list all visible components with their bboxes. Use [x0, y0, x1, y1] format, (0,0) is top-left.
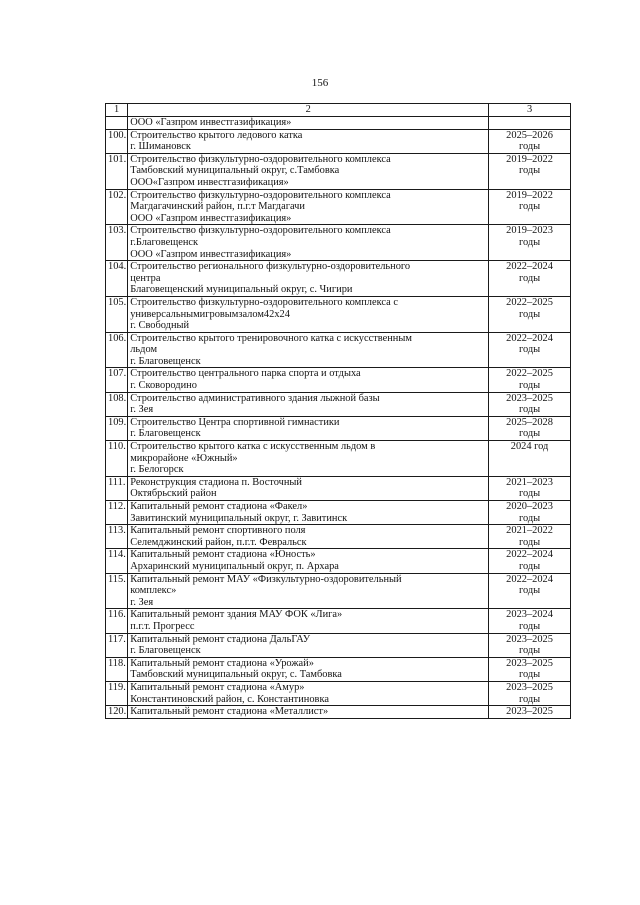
- row-number: 112.: [106, 501, 128, 525]
- period-line: 2023–2025: [506, 633, 553, 645]
- description-line: п.г.т. Прогресс: [130, 620, 195, 632]
- description-line: Строительство крытого ледового катка: [130, 129, 303, 141]
- implementation-period: [489, 153, 571, 189]
- table-body: [106, 117, 571, 719]
- description-line: Капитальный ремонт стадиона «Металлист»: [130, 706, 329, 718]
- period-line: годы: [518, 512, 541, 524]
- period-line: 2024 год: [510, 441, 549, 453]
- description-line: Капитальный ремонт стадиона «Юность»: [130, 549, 316, 561]
- period-line: годы: [518, 404, 541, 416]
- implementation-period: [489, 549, 571, 573]
- project-description: [128, 129, 489, 153]
- implementation-period: [489, 261, 571, 297]
- project-description: [128, 476, 489, 500]
- implementation-period: [489, 129, 571, 153]
- description-line: центра: [130, 272, 161, 284]
- project-description: [128, 501, 489, 525]
- table-row: [106, 476, 571, 500]
- period-line: годы: [518, 201, 541, 213]
- description-line: Архаринский муниципальный округ, п. Архара: [130, 560, 339, 572]
- table-row: [106, 441, 571, 477]
- description-line: г. Белогорск: [130, 464, 184, 476]
- description-line: Строительство центрального парка спорта и отдыха: [130, 368, 361, 380]
- project-description: [128, 296, 489, 332]
- row-number: 116.: [106, 609, 128, 633]
- row-number: 108.: [106, 392, 128, 416]
- description-line: Строительство регионального физкультурно-оздоровительного: [130, 261, 411, 273]
- period-line: годы: [518, 645, 541, 657]
- project-description: [128, 416, 489, 440]
- period-line: 2023–2025: [506, 392, 553, 404]
- period-line: 2023–2025: [506, 681, 553, 693]
- period-line: годы: [518, 236, 541, 248]
- table-row: [106, 332, 571, 368]
- description-line: г. Шимановск: [130, 141, 191, 153]
- description-line: Селемджинский район, п.г.т. Февральск: [130, 536, 307, 548]
- table-row: [106, 117, 571, 130]
- description-line: ООО «Газпром инвестгазификация»: [130, 212, 292, 224]
- table-row: [106, 416, 571, 440]
- period-line: 2022–2024: [506, 261, 553, 273]
- project-description: [128, 573, 489, 609]
- period-line: годы: [518, 428, 541, 440]
- period-line: 2020–2023: [506, 501, 553, 512]
- implementation-period: [489, 681, 571, 705]
- row-number: 110.: [106, 441, 128, 477]
- row-number: 102.: [106, 189, 128, 225]
- description-line: г. Благовещенск: [130, 355, 201, 367]
- project-description: [128, 441, 489, 477]
- row-number: 100.: [106, 129, 128, 153]
- project-description: [128, 189, 489, 225]
- implementation-period: [489, 368, 571, 392]
- description-line: Строительство административного здания лыжной базы: [130, 392, 380, 404]
- description-line: микрорайоне «Южный»: [130, 452, 238, 464]
- description-line: г. Сковородино: [130, 380, 197, 392]
- description-line: Строительство физкультурно-оздоровительного комплекса: [130, 225, 391, 237]
- table-row: [106, 573, 571, 609]
- implementation-period: [489, 296, 571, 332]
- implementation-period: [489, 189, 571, 225]
- row-number: 103.: [106, 225, 128, 261]
- period-line: 2019–2023: [506, 225, 553, 237]
- project-description: [128, 681, 489, 705]
- description-line: Капитальный ремонт спортивного поля: [130, 525, 306, 537]
- period-line: 2022–2025: [506, 296, 553, 308]
- description-line: г. Зея: [130, 596, 154, 608]
- period-line: годы: [518, 693, 541, 705]
- description-line: Капитальный ремонт здания МАУ ФОК «Лига»: [130, 609, 343, 621]
- description-line: Капитальный ремонт стадиона «Амур»: [130, 681, 305, 693]
- table-row: [106, 261, 571, 297]
- row-number: 106.: [106, 332, 128, 368]
- row-number: 101.: [106, 153, 128, 189]
- table-row: [106, 129, 571, 153]
- implementation-period: [489, 633, 571, 657]
- table-row: [106, 657, 571, 681]
- description-line: Капитальный ремонт стадиона «Урожай»: [130, 657, 314, 669]
- period-line: 2023–2025: [506, 657, 553, 669]
- period-line: годы: [518, 585, 541, 597]
- description-line: Строительство крытого катка с искусственным льдом в: [130, 441, 376, 453]
- table-row: [106, 501, 571, 525]
- period-line: годы: [518, 669, 541, 681]
- project-description: [128, 225, 489, 261]
- row-number: 113.: [106, 525, 128, 549]
- row-number: 115.: [106, 573, 128, 609]
- column-header-period: 3: [489, 104, 571, 117]
- period-line: годы: [518, 560, 541, 572]
- row-number: 111.: [106, 476, 128, 500]
- row-number: [106, 117, 128, 130]
- table-row: [106, 153, 571, 189]
- period-line: 2023–2025: [506, 706, 553, 718]
- description-line: г. Благовещенск: [130, 428, 201, 440]
- description-line: Реконструкция стадиона п. Восточный: [130, 476, 302, 488]
- table-row: [106, 296, 571, 332]
- row-number: 117.: [106, 633, 128, 657]
- table-row: [106, 525, 571, 549]
- period-line: 2022–2024: [506, 549, 553, 561]
- row-number: 109.: [106, 416, 128, 440]
- period-line: годы: [518, 620, 541, 632]
- project-description: [128, 525, 489, 549]
- implementation-period: [489, 392, 571, 416]
- description-line: Магдагачинский район, п.г.т Магдагачи: [130, 201, 305, 213]
- period-line: 2025–2028: [506, 416, 553, 428]
- implementation-period: [489, 573, 571, 609]
- description-line: ООО «Газпром инвестгазификация»: [130, 117, 292, 128]
- row-number: 114.: [106, 549, 128, 573]
- table-row: [106, 549, 571, 573]
- table-row: [106, 392, 571, 416]
- implementation-period: [489, 441, 571, 477]
- project-description: [128, 657, 489, 681]
- period-line: 2019–2022: [506, 189, 553, 201]
- period-line: годы: [518, 536, 541, 548]
- period-line: годы: [518, 488, 541, 500]
- column-header-number: 1: [106, 104, 128, 117]
- project-description: [128, 633, 489, 657]
- description-line: ООО «Газпром инвестгазификация»: [130, 248, 292, 260]
- row-number: 104.: [106, 261, 128, 297]
- period-line: 2023–2024: [506, 609, 553, 621]
- implementation-period: [489, 525, 571, 549]
- table-header-row: [106, 104, 571, 117]
- project-description: [128, 609, 489, 633]
- period-line: годы: [518, 380, 541, 392]
- period-line: годы: [518, 141, 541, 153]
- description-line: Строительство крытого тренировочного катка с искусственным: [130, 332, 412, 344]
- projects-table: [105, 103, 571, 719]
- row-number: 118.: [106, 657, 128, 681]
- period-line: годы: [518, 308, 541, 320]
- description-line: Строительство физкультурно-оздоровительного комплекса с: [130, 296, 398, 308]
- table-row: [106, 368, 571, 392]
- period-line: годы: [518, 344, 541, 356]
- description-line: г. Свободный: [130, 320, 190, 332]
- description-line: Строительство физкультурно-оздоровительного комплекса: [130, 153, 391, 165]
- description-line: Тамбовский муниципальный округ, с.Тамбовка: [130, 165, 340, 177]
- description-line: ООО«Газпром инвестгазификация»: [130, 176, 289, 188]
- period-line: 2025–2026: [506, 129, 553, 141]
- project-description: [128, 392, 489, 416]
- table-row: [106, 681, 571, 705]
- implementation-period: [489, 609, 571, 633]
- row-number: 120.: [106, 706, 128, 719]
- table-row: [106, 633, 571, 657]
- project-description: [128, 332, 489, 368]
- project-description: [128, 153, 489, 189]
- description-line: Строительство Центра спортивной гимнастики: [130, 416, 340, 428]
- description-line: Строительство физкультурно-оздоровительного комплекса: [130, 189, 391, 201]
- description-line: Капитальный ремонт стадиона ДальГАУ: [130, 633, 311, 645]
- period-line: 2021–2022: [506, 525, 553, 537]
- column-header-description: 2: [128, 104, 489, 117]
- implementation-period: [489, 225, 571, 261]
- row-number: 105.: [106, 296, 128, 332]
- period-line: 2022–2025: [506, 368, 553, 380]
- description-line: г. Зея: [130, 404, 154, 416]
- project-description: [128, 549, 489, 573]
- description-line: Завитинский муниципальный округ, г. Завитинск: [130, 512, 348, 524]
- period-line: 2022–2024: [506, 332, 553, 344]
- implementation-period: [489, 657, 571, 681]
- description-line: комплекс»: [130, 585, 177, 597]
- implementation-period: [489, 706, 571, 719]
- period-line: 2019–2022: [506, 153, 553, 165]
- description-line: г.Благовещенск: [130, 236, 199, 248]
- period-line: годы: [518, 272, 541, 284]
- project-description: [128, 706, 489, 719]
- description-line: Тамбовский муниципальный округ, с. Тамбовка: [130, 669, 342, 681]
- page-number: 156: [311, 77, 329, 89]
- description-line: универсальнымигровымзалом42х24: [130, 308, 290, 320]
- implementation-period: [489, 476, 571, 500]
- description-line: Капитальный ремонт стадиона «Факел»: [130, 501, 308, 512]
- table-row: [106, 609, 571, 633]
- row-number: 119.: [106, 681, 128, 705]
- description-line: г. Благовещенск: [130, 645, 201, 657]
- description-line: Благовещенский муниципальный округ, с. Чигири: [130, 284, 353, 296]
- implementation-period: [489, 332, 571, 368]
- implementation-period: [489, 501, 571, 525]
- period-line: 2022–2024: [506, 573, 553, 585]
- implementation-period: [489, 117, 571, 130]
- table-row: [106, 225, 571, 261]
- table-row: [106, 706, 571, 719]
- project-description: [128, 261, 489, 297]
- table-row: [106, 189, 571, 225]
- description-line: Октябрьский район: [130, 488, 217, 500]
- description-line: Константиновский район, с. Константиновка: [130, 693, 329, 705]
- description-line: льдом: [130, 344, 158, 356]
- project-description: [128, 368, 489, 392]
- row-number: 107.: [106, 368, 128, 392]
- description-line: Капитальный ремонт МАУ «Физкультурно-оздоровительный: [130, 573, 402, 585]
- project-description: [128, 117, 489, 130]
- period-line: годы: [518, 165, 541, 177]
- period-line: 2021–2023: [506, 476, 553, 488]
- implementation-period: [489, 416, 571, 440]
